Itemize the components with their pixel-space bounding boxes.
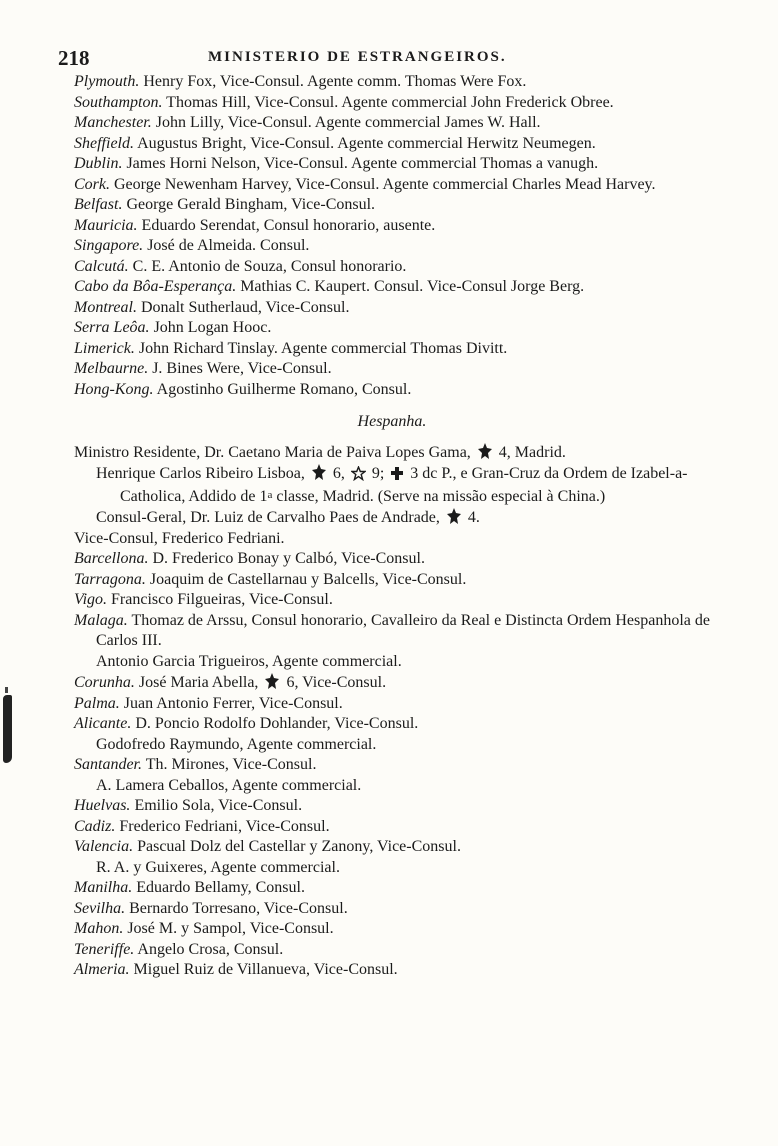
order-insignia-icon [264,672,280,690]
entry-text: classe, Madrid. (Serve na missão especial à China.) [272,487,606,505]
entry-text: Joaquim de Castellarnau y Balcells, Vice-Consul. [145,570,467,588]
entry-cadiz [74,817,710,838]
entry-palma [74,694,710,715]
entry-almeria [74,960,710,981]
place-name: Calcutá. [74,257,129,275]
entry-text: Agostinho Guilherme Romano, Consul. [153,380,412,398]
entry-teneriffe [74,940,710,961]
entry-melbaurne [74,359,710,380]
place-name: Barcellona. [74,550,149,567]
entry-text: Juan Antonio Ferrer, Vice-Consul. [119,694,343,712]
entry-text: George Gerald Bingham, Vice-Consul. [122,196,376,213]
entry-text: John Logan Hooc. [149,319,272,336]
page-number: 218 [58,46,90,70]
entry-limerick [74,339,710,360]
place-name: Huelvas. [74,797,131,814]
entry-dublin [74,154,710,175]
place-name: Cadiz. [74,817,116,835]
entry-henrique-lisboa [74,463,710,507]
place-name: Almeria. [74,961,130,978]
entry-garcia-trigueiros: Antonio Garcia Trigueiros, Agente commercial. [96,652,402,670]
place-name: Palma. [74,694,120,712]
place-name: Plymouth. [74,73,140,90]
place-name: Malaga. [74,611,128,629]
entry-southampton [74,93,710,114]
entry-cabo-da-boa-esperanca [74,277,710,298]
place-name: Dublin. [74,155,123,172]
entry-text: Thomas Hill, Vice-Consul. Agente commercial John Frederick Obree. [162,93,614,111]
entry-text: Pascual Dolz del Castellar y Zanony, Vice-Consul. [133,838,461,855]
entry-text: Angelo Crosa, Consul. [134,940,284,958]
body-text [74,72,710,981]
entry-text: D. Frederico Bonay y Calbó, Vice-Consul. [148,550,425,567]
place-name: Sheffield. [74,134,134,152]
order-insignia-icon [446,507,462,525]
entry-guixeres: R. A. y Guixeres, Agente commercial. [96,858,340,876]
entry-santander [74,755,710,776]
entry-text: Donalt Sutherlaud, Vice-Consul. [136,298,350,316]
entry-text: José Maria Abella, [134,674,259,691]
place-name: Manchester. [74,114,152,131]
entry-text: Ministro Residente, Dr. Caetano Maria de Paiva Lopes Gama, [74,443,471,461]
place-name: Cabo da Bôa-Esperança. [74,278,237,295]
entry-text: 4, Madrid. [498,443,566,461]
running-head: MINISTERIO DE ESTRANGEIROS. [208,49,507,65]
entry-text: Eduardo Serendat, Consul honorario, ausente. [137,216,436,234]
entry-text: José M. y Sampol, Vice-Consul. [123,920,334,937]
place-name: Singapore. [74,237,144,254]
place-name: Vigo. [74,591,108,608]
entry-text: 4. [467,509,480,526]
place-name: Sevilha. [74,899,126,917]
page-header [58,46,718,68]
entry-lamera-ceballos: A. Lamera Ceballos, Agente commercial. [96,776,362,794]
entry-hong-kong [74,380,710,401]
place-name: Valencia. [74,838,134,855]
entry-manilha [74,878,710,899]
entry-text: Th. Mirones, Vice-Consul. [142,756,317,773]
entry-calcuta [74,257,710,278]
entry-mahon [74,919,710,940]
entry-text: Frederico Fedriani, Vice-Consul. [115,817,330,835]
entry-sevilha [74,899,710,920]
cross-insignia-icon [390,466,404,481]
place-name: Alicante. [74,715,132,732]
entry-text: John Richard Tinslay. Agente commercial Thomas Divitt. [134,339,508,357]
entry-vigo [74,590,710,611]
entry-text: George Newenham Harvey, Vice-Consul. Agente commercial Charles Mead Harvey. [110,175,656,193]
place-name: Tarragona. [74,570,146,588]
entry-text: J. Bines Were, Vice-Consul. [148,360,332,377]
place-name: Cork. [74,175,110,193]
order-insignia-icon [477,442,493,460]
entry-alicante [74,714,710,735]
entry-text: James Horni Nelson, Vice-Consul. Agente commercial Thomas a vanugh. [122,155,599,172]
entry-malaga [74,611,710,652]
place-name: Limerick. [74,339,135,357]
entry-cork [74,175,710,196]
entry-text: Francisco Filgueiras, Vice-Consul. [107,591,333,608]
place-name: Melbaurne. [74,360,149,377]
entry-text: Henry Fox, Vice-Consul. Agente comm. Thomas Were Fox. [139,73,527,90]
entry-barcellona [74,549,710,570]
entry-godofredo-raymundo: Godofredo Raymundo, Agente commercial. [96,735,377,753]
entry-text: Mathias C. Kaupert. Consul. Vice-Consul Jorge Berg. [236,278,585,295]
entry-tarragona [74,570,710,591]
entry-singapore [74,236,710,257]
entry-text: D. Poncio Rodolfo Dohlander, Vice-Consul. [131,715,419,732]
place-name: Belfast. [74,196,123,213]
entry-text: José de Almeida. Consul. [143,237,310,254]
entry-corunha [74,672,710,694]
entry-text: 6, [332,465,345,482]
place-name: Mahon. [74,920,124,937]
entry-serra-leoa [74,318,710,339]
entry-huelvas [74,796,710,817]
place-name: Southampton. [74,93,163,111]
order-insignia-icon [311,463,327,481]
entry-montreal [74,298,710,319]
entry-text: 3 dc P., e Gran-Cruz da Ordem de Izabel-a-Catholica, Addido de 1 [120,465,688,505]
star-insignia-icon [351,466,366,481]
entry-text: Augustus Bright, Vice-Consul. Agente commercial Herwitz Neumegen. [133,134,596,152]
entry-text: Eduardo Bellamy, Consul. [132,879,305,896]
place-name: Montreal. [74,298,137,316]
entry-mauricia [74,216,710,237]
entry-ministro-residente [74,442,710,464]
place-name: Manilha. [74,879,133,896]
section-title-hespanha: Hespanha. [357,413,427,430]
ordinal-superscript: a [267,488,273,501]
place-name: Corunha. [74,674,135,691]
entry-text: 9; [371,465,385,482]
entry-text: Henrique Carlos Ribeiro Lisboa, [96,465,305,482]
place-name: Serra Leôa. [74,319,150,336]
entry-text: Bernardo Torresano, Vice-Consul. [125,899,348,917]
entry-plymouth [74,72,710,93]
place-name: Santander. [74,756,142,773]
margin-ink-mark [3,695,12,763]
place-name: Mauricia. [74,216,138,234]
entry-consul-geral [74,507,710,529]
entry-sheffield [74,134,710,155]
entry-text: 6, Vice-Consul. [286,674,387,691]
entry-vice-consul-fedriani: Vice-Consul, Frederico Fedriani. [74,529,285,547]
place-name: Teneriffe. [74,940,135,958]
entry-text: Miguel Ruiz de Villanueva, Vice-Consul. [129,961,398,978]
entry-text: C. E. Antonio de Souza, Consul honorario. [128,257,407,275]
entry-text: Emilio Sola, Vice-Consul. [130,797,303,814]
place-name: Hong-Kong. [74,380,154,398]
entry-text: Thomaz de Arssu, Consul honorario, Cavalleiro da Real e Distincta Ordem Hespanhola de Carlos III. [96,611,711,649]
entry-text: Consul-Geral, Dr. Luiz de Carvalho Paes de Andrade, [96,509,440,526]
entry-manchester [74,113,710,134]
entry-belfast [74,195,710,216]
entry-text: John Lilly, Vice-Consul. Agente commercial James W. Hall. [151,114,541,131]
entry-valencia [74,837,710,858]
